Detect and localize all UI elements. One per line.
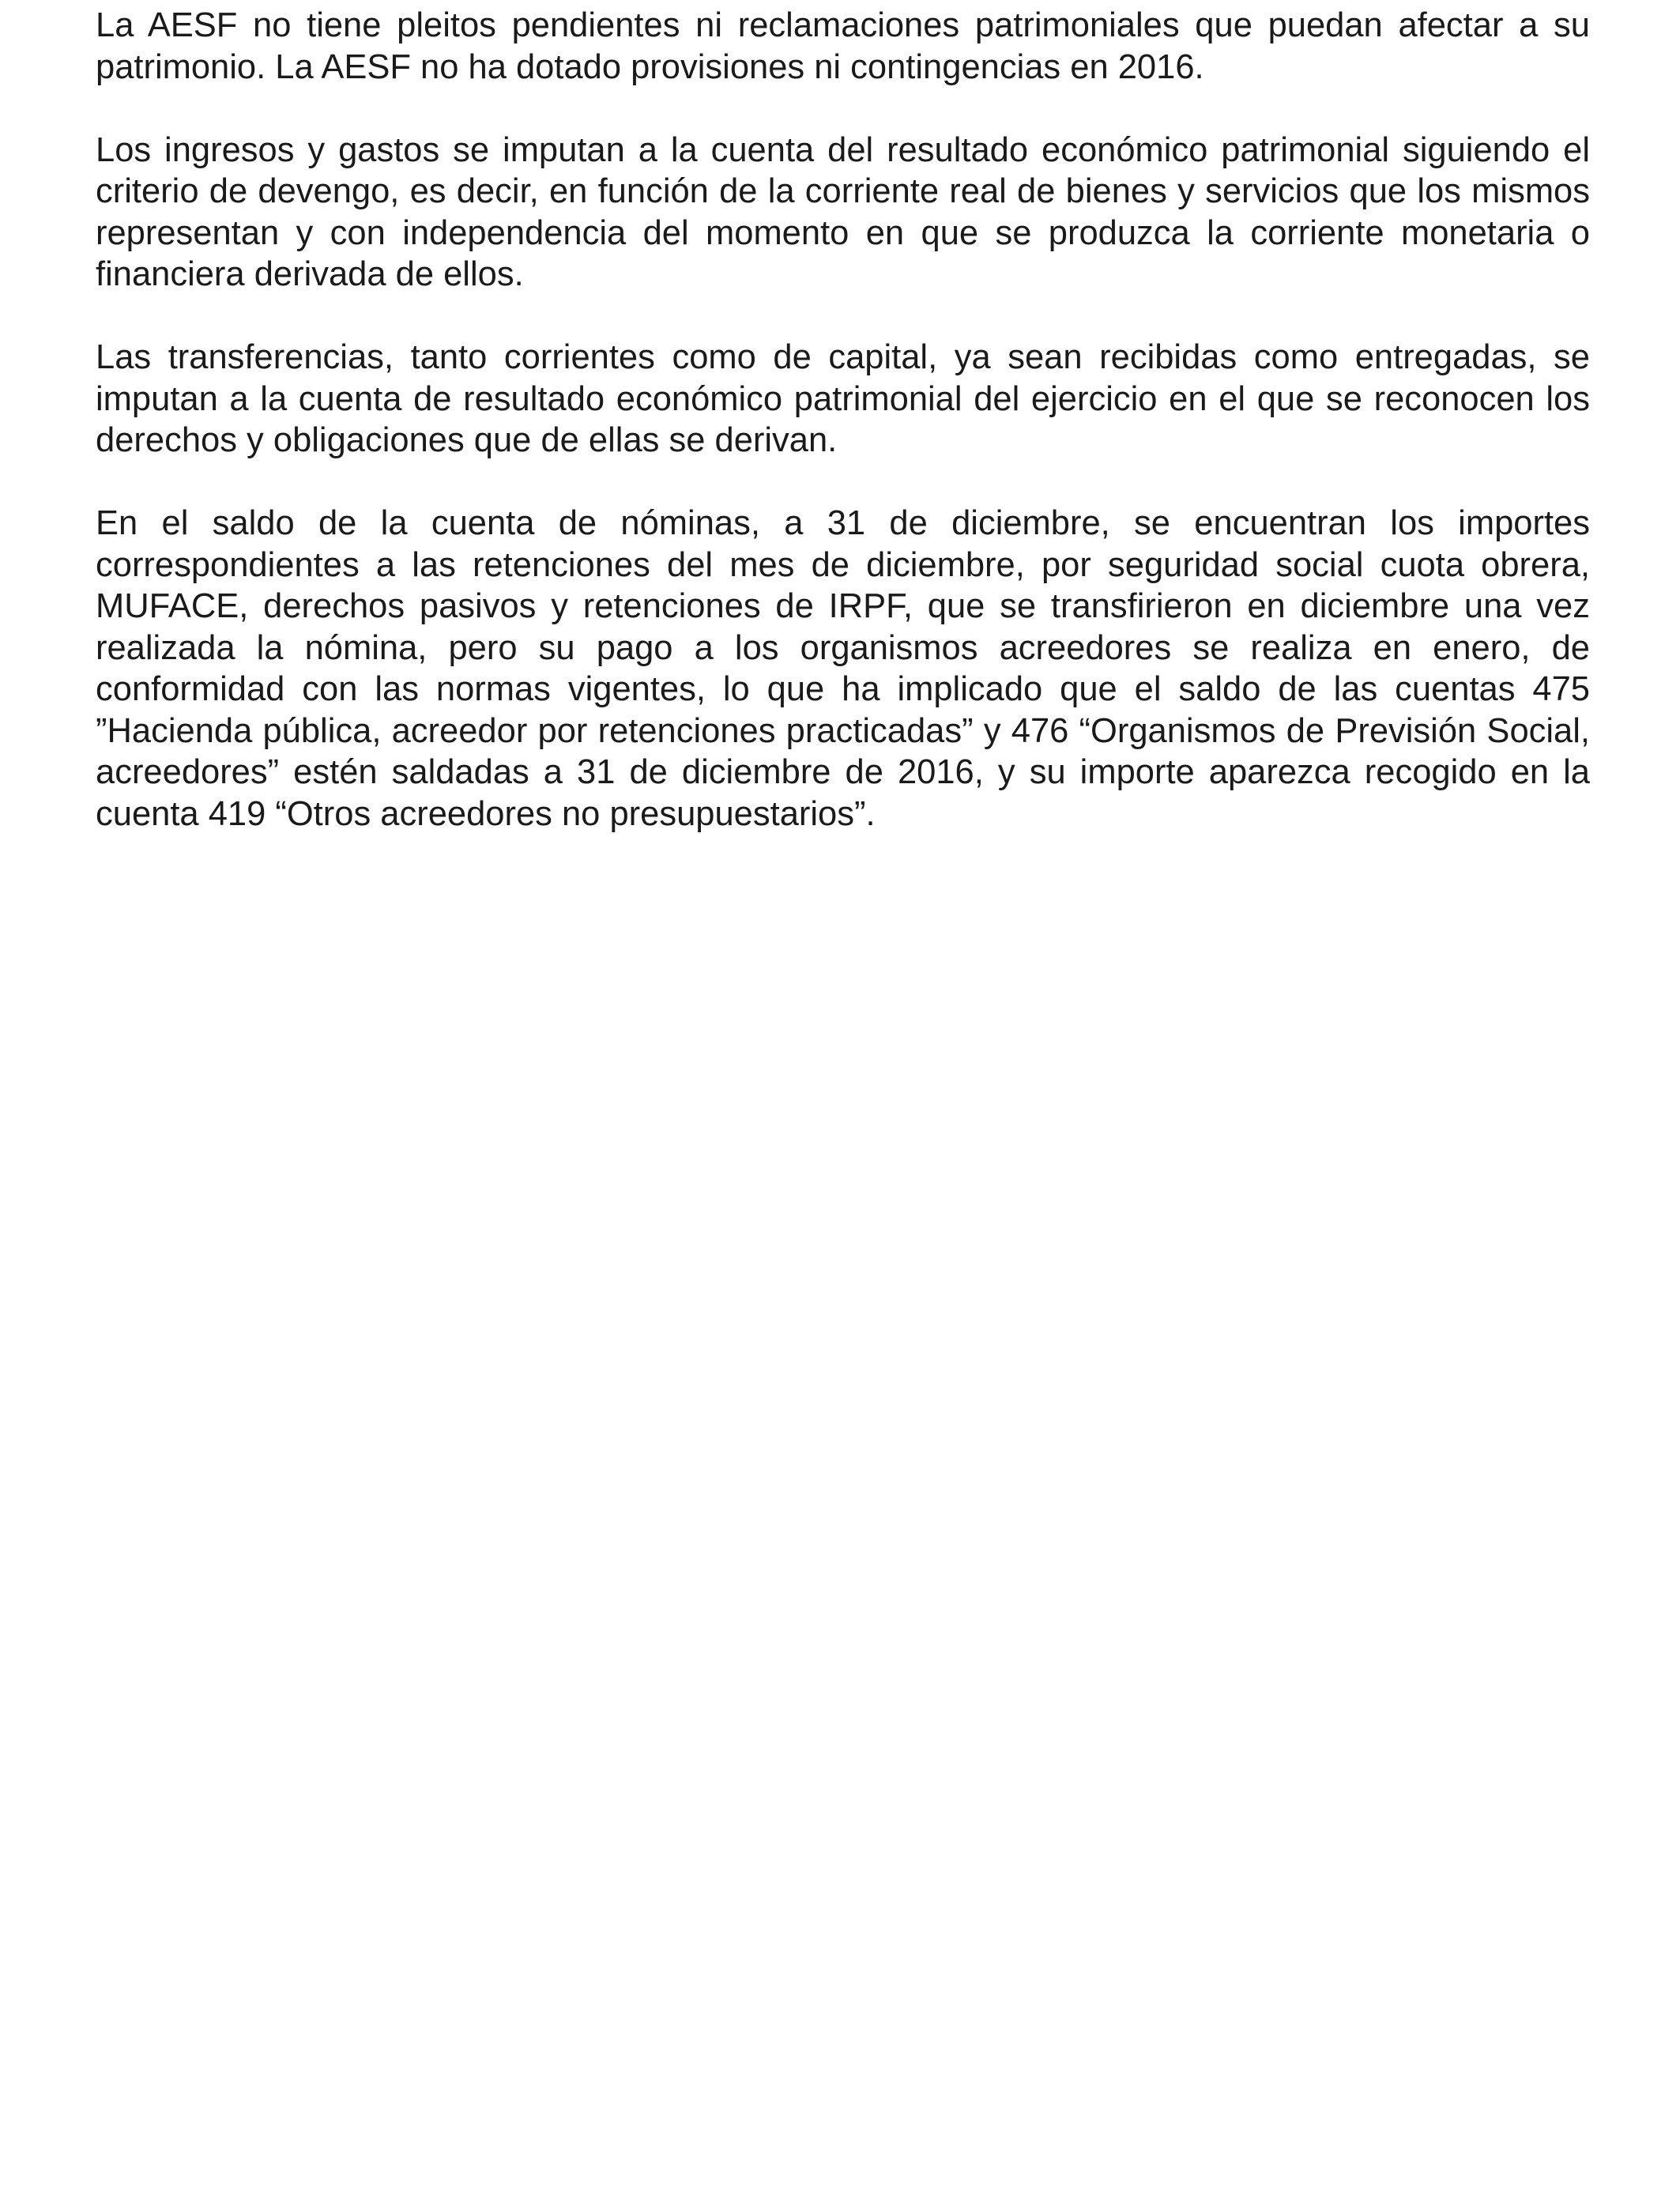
document-body <box>96 5 1590 876</box>
paragraph-transfers: Las transferencias, tanto corrientes como de capital, ya sean recibidas como entregadas, se imputan a la cuenta de resultado económico patrimonial del ejercicio en el que se reconocen los derechos y obligaciones que de ellas se derivan. <box>96 338 1590 459</box>
paragraph-income-expenses: Los ingresos y gastos se imputan a la cuenta del resultado económico patrimonial siguiendo el criterio de devengo, es decir, en función de la corriente real de bienes y servicios que los mismos representan y con independencia del momento en que se produzca la corriente monetaria o financiera derivada de ellos. <box>96 130 1590 293</box>
paragraph-payroll-balance: En el saldo de la cuenta de nóminas, a 31 de diciembre, se encuentran los importes correspondientes a las retenciones del mes de diciembre, por seguridad social cuota obrera, MUFACE, derechos pasivos y retenciones de IRPF, que se transfirieron en diciembre una vez realizada la nómina, pero su pago a los organismos acreedores se realiza en enero, de conformidad con las normas vigentes, lo que ha implicado que el saldo de las cuentas 475 ”Hacienda pública, acreedor por retenciones practicadas” y 476 “Organismos de Previsión Social, acreedores” estén saldadas a 31 de diciembre de 2016, y su importe aparezca recogido en la cuenta 419 “Otros acreedores no presupuestarios”. <box>96 504 1590 833</box>
paragraph-litigation: La AESF no tiene pleitos pendientes ni reclamaciones patrimoniales que puedan afectar a su patrimonio. La AESF no ha dotado provisiones ni contingencias en 2016. <box>96 6 1590 86</box>
